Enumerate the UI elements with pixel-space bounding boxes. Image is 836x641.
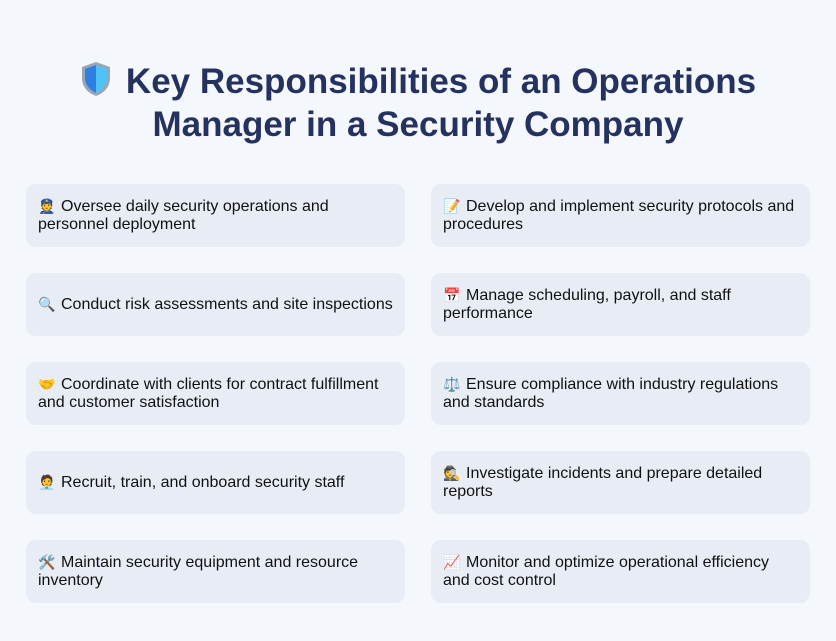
police-officer-icon: 👮 — [38, 198, 56, 214]
title-line-1: Key Responsibilities of an Operations — [125, 62, 757, 101]
responsibility-text: Conduct risk assessments and site inspections — [61, 296, 393, 313]
responsibility-card-scheduling — [431, 273, 810, 336]
responsibility-text: Monitor and optimize operational efficiency and cost control — [443, 554, 769, 589]
responsibility-card-compliance — [431, 362, 810, 425]
responsibility-text: Coordinate with clients for contract fulfillment and customer satisfaction — [38, 376, 379, 411]
hammer-wrench-icon: 🛠️ — [38, 554, 56, 570]
responsibility-text: Oversee daily security operations and personnel deployment — [38, 198, 329, 233]
responsibility-text: Recruit, train, and onboard security staff — [61, 474, 345, 491]
handshake-icon: 🤝 — [38, 376, 56, 392]
responsibility-card-efficiency — [431, 540, 810, 603]
chart-increasing-icon: 📈 — [443, 554, 461, 570]
responsibility-text: Maintain security equipment and resource inventory — [38, 554, 359, 589]
responsibility-card-recruitment — [26, 451, 405, 514]
memo-icon: 📝 — [443, 198, 461, 214]
responsibility-card-oversee-operations — [26, 184, 405, 247]
responsibility-card-equipment — [26, 540, 405, 603]
magnifying-glass-icon: 🔍 — [38, 296, 56, 312]
responsibility-card-investigations — [431, 451, 810, 514]
responsibility-text: Manage scheduling, payroll, and staff performance — [443, 287, 731, 322]
detective-icon: 🕵️ — [443, 465, 461, 481]
responsibility-card-client-coordination — [26, 362, 405, 425]
responsibility-text: Develop and implement security protocols and procedures — [443, 198, 795, 233]
responsibility-card-protocols — [431, 184, 810, 247]
shield-icon — [80, 61, 112, 97]
page-title — [0, 60, 836, 146]
person-in-suit-icon: 🧑‍💼 — [38, 474, 56, 490]
responsibilities-grid — [26, 184, 810, 603]
responsibility-card-risk-assessments — [26, 273, 405, 336]
calendar-icon: 📅 — [443, 287, 461, 303]
responsibility-text: Ensure compliance with industry regulations and standards — [443, 376, 779, 411]
title-line-2: Manager in a Security Company — [152, 105, 684, 144]
balance-scale-icon: ⚖️ — [443, 376, 461, 392]
responsibility-text: Investigate incidents and prepare detailed reports — [443, 465, 763, 500]
